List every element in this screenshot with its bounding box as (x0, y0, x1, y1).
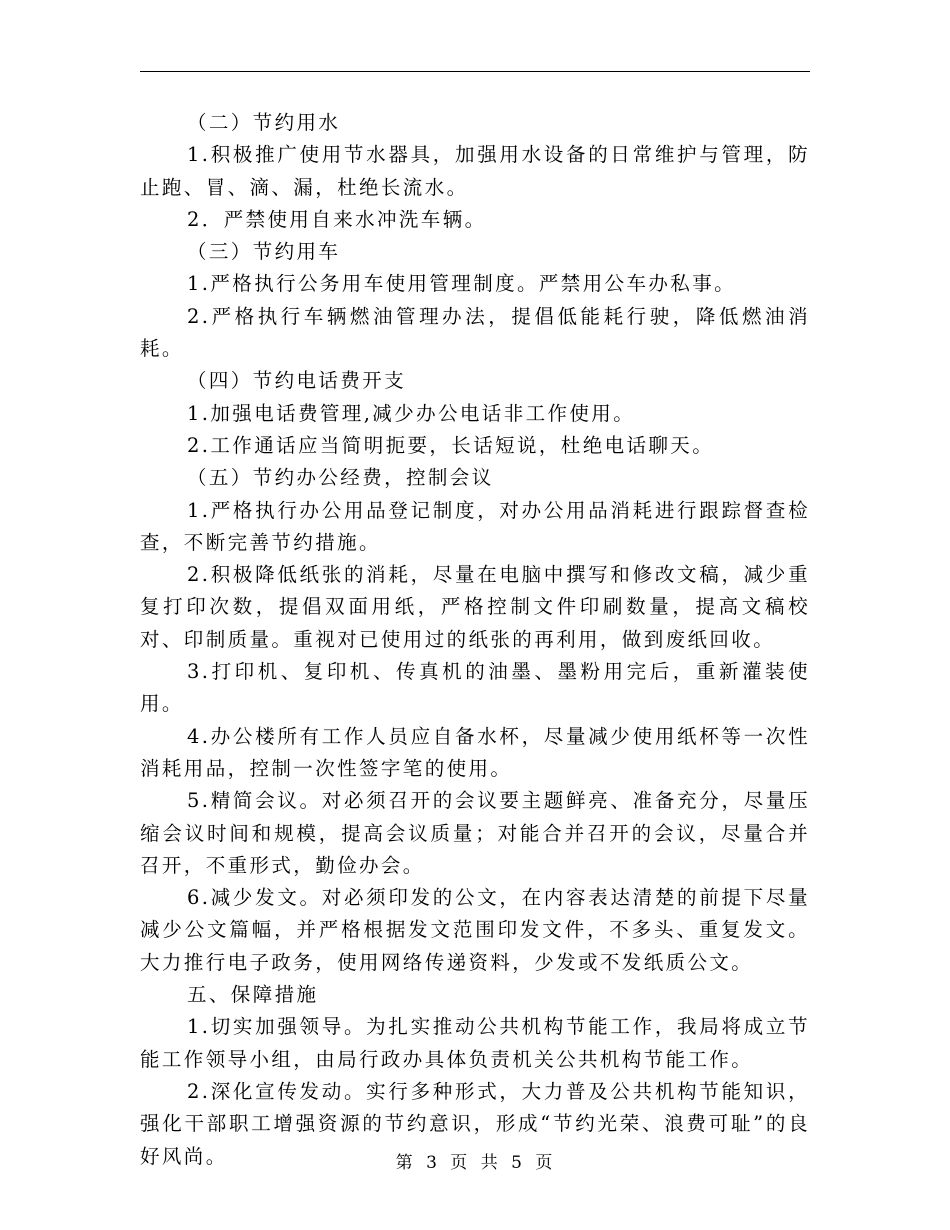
section-heading-safeguards: 五、保障措施 (187, 983, 319, 1007)
paragraph: 2.深化宣传发动。实行多种形式，大力普及公共机构节能知识，强化干部职工增强资源的节约意识，形成“节约光荣、浪费可耻”的良好风尚。 (140, 1079, 810, 1168)
section-heading-water: （二）节约用水 (187, 111, 341, 134)
paragraph: 4.办公楼所有工作人员应自备水杯，尽量减少使用纸杯等一次性消耗用品，控制一次性签字笔的使用。 (140, 724, 810, 780)
paragraph: 3.打印机、复印机、传真机的油墨、墨粉用完后，重新灌装使用。 (140, 660, 810, 716)
paragraph: 6.减少发文。对必须印发的公文，在内容表达清楚的前提下尽量减少公文篇幅，并严格根据发文范围印发文件，不多头、重复发文。大力推行电子政务，使用网络传递资料，少发或不发纸质公文。 (140, 886, 810, 974)
section-heading-office-expenses: （五）节约办公经费，控制会议 (187, 466, 494, 490)
paragraph: 1.积极推广使用节水器具，加强用水设备的日常维护与管理，防止跑、冒、滴、漏，杜绝长流水。 (140, 143, 810, 199)
section-heading-vehicles: （三）节约用车 (187, 240, 341, 264)
paragraph: 1.切实加强领导。为扎实推动公共机构节能工作，我局将成立节能工作领导小组，由局行政办具体负责机关公共机构节能工作。 (140, 1015, 810, 1071)
header-rule (140, 71, 810, 72)
paragraph: 1.加强电话费管理,减少办公电话非工作使用。 (187, 401, 636, 425)
paragraph: 2.严格执行车辆燃油管理办法，提倡低能耗行驶，降低燃油消耗。 (140, 304, 810, 361)
document-body (140, 107, 810, 1173)
paragraph: 2.工作通话应当简明扼要，长话短说，杜绝电话聊天。 (187, 433, 715, 457)
paragraph: 2．严禁使用自来水冲洗车辆。 (187, 207, 487, 231)
paragraph: 5.精简会议。对必须召开的会议要主题鲜亮、准备充分，尽量压缩会议时间和规模，提高会议质量；对能合并召开的会议，尽量合并召开，不重形式，勤俭办会。 (140, 789, 810, 877)
paragraph: 2.积极降低纸张的消耗，尽量在电脑中撰写和修改文稿，减少重复打印次数，提倡双面用纸，严格控制文件印刷数量，提高文稿校对、印制质量。重视对已使用过的纸张的再利用，做到废纸回收。 (140, 563, 810, 651)
page-number-footer: 第 3 页 共 5 页 (395, 1153, 555, 1173)
section-heading-phone: （四）节约电话费开支 (187, 369, 407, 393)
paragraph: 1.严格执行公务用车使用管理制度。严禁用公车办私事。 (187, 272, 737, 296)
paragraph: 1.严格执行办公用品登记制度，对办公用品消耗进行跟踪督查检查，不断完善节约措施。 (140, 498, 810, 554)
